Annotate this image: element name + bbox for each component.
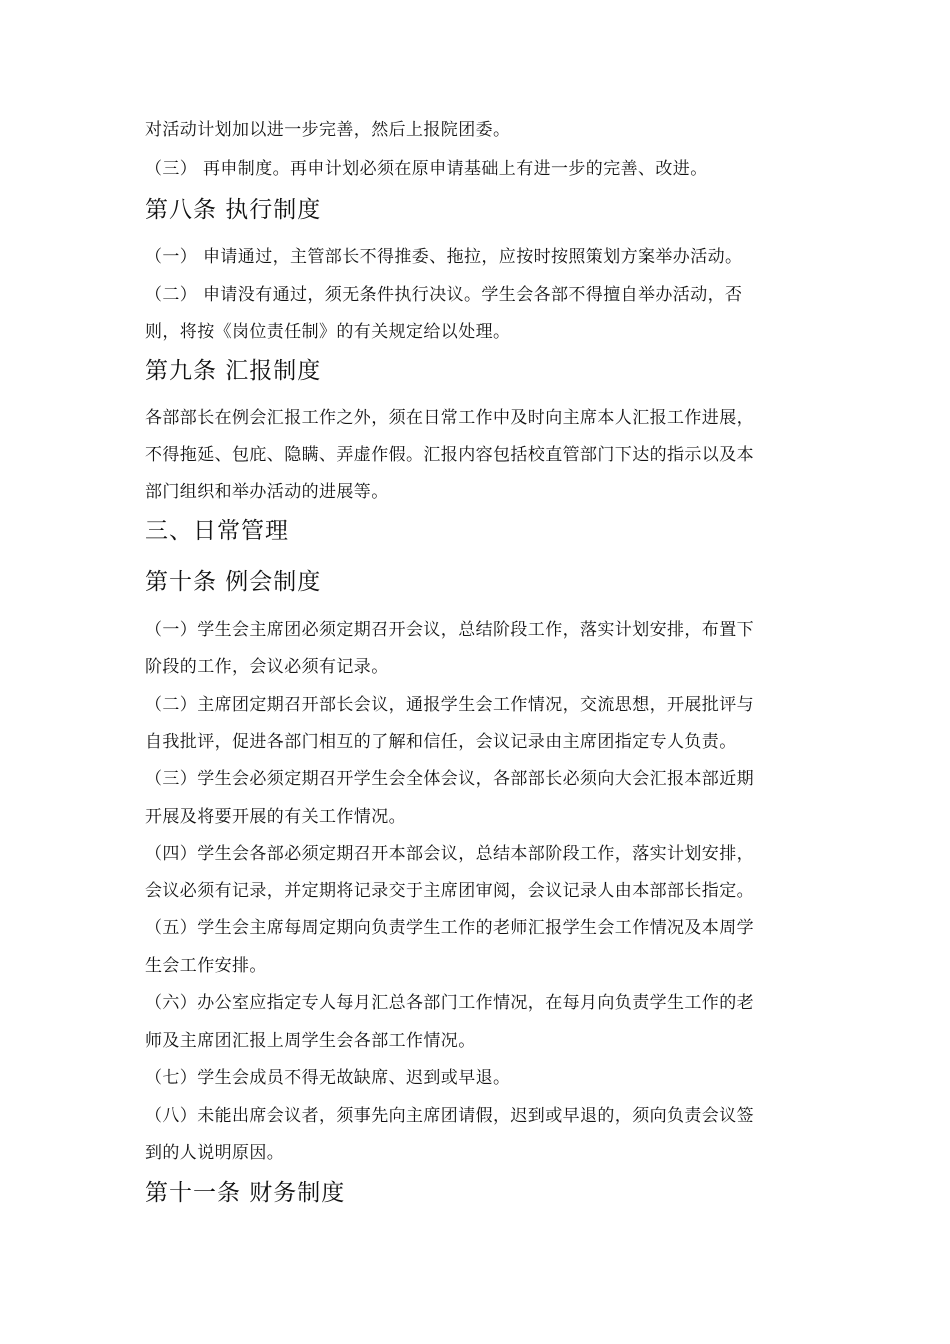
paragraph-line: （一）学生会主席团必须定期召开会议，总结阶段工作，落实计划安排，布置下 — [145, 620, 754, 640]
paragraph-line: 生会工作安排。 — [145, 956, 267, 976]
section-heading: 第八条 执行制度 — [145, 197, 322, 223]
paragraph-line: 部门组织和举办活动的进展等。 — [145, 482, 389, 502]
paragraph-line: （八）未能出席会议者，须事先向主席团请假，迟到或早退的，须向负责会议签 — [145, 1106, 754, 1126]
paragraph-line: （七）学生会成员不得无故缺席、迟到或早退。 — [145, 1068, 511, 1088]
paragraph-line: （五）学生会主席每周定期向负责学生工作的老师汇报学生会工作情况及本周学 — [145, 918, 754, 938]
paragraph-line: 不得拖延、包庇、隐瞒、弄虚作假。汇报内容包括校直管部门下达的指示以及本 — [145, 445, 754, 465]
paragraph-line: （六）办公室应指定专人每月汇总各部门工作情况，在每月向负责学生工作的老 — [145, 993, 754, 1013]
paragraph-line: 阶段的工作，会议必须有记录。 — [145, 657, 389, 677]
paragraph-line: 各部部长在例会汇报工作之外，须在日常工作中及时向主席本人汇报工作进展， — [145, 408, 754, 428]
paragraph-line: （一） 申请通过，主管部长不得推委、拖拉，应按时按照策划方案举办活动。 — [145, 247, 743, 267]
paragraph-line: （三） 再申制度。再申计划必须在原申请基础上有进一步的完善、改进。 — [145, 159, 708, 179]
paragraph-line: 师及主席团汇报上周学生会各部工作情况。 — [145, 1031, 476, 1051]
paragraph-line: （四）学生会各部必须定期召开本部会议，总结本部阶段工作，落实计划安排， — [145, 844, 754, 864]
paragraph-line: 则，将按《岗位责任制》的有关规定给以处理。 — [145, 322, 511, 342]
paragraph-line: 开展及将要开展的有关工作情况。 — [145, 807, 406, 827]
paragraph-line: （二） 申请没有通过，须无条件执行决议。学生会各部不得擅自举办活动，否 — [145, 285, 743, 305]
paragraph-line: 会议必须有记录，并定期将记录交于主席团审阅，会议记录人由本部部长指定。 — [145, 881, 754, 901]
section-heading: 第十一条 财务制度 — [145, 1180, 346, 1206]
paragraph-line: （三）学生会必须定期召开学生会全体会议，各部部长必须向大会汇报本部近期 — [145, 769, 754, 789]
paragraph-line: 自我批评，促进各部门相互的了解和信任，会议记录由主席团指定专人负责。 — [145, 732, 737, 752]
section-heading: 第九条 汇报制度 — [145, 358, 322, 384]
section-heading: 第十条 例会制度 — [145, 569, 322, 595]
paragraph-line: 到的人说明原因。 — [145, 1143, 285, 1163]
paragraph-line: （二）主席团定期召开部长会议，通报学生会工作情况，交流思想，开展批评与 — [145, 695, 754, 715]
paragraph-line: 对活动计划加以进一步完善，然后上报院团委。 — [145, 120, 511, 140]
chapter-heading: 三、日常管理 — [145, 518, 289, 544]
